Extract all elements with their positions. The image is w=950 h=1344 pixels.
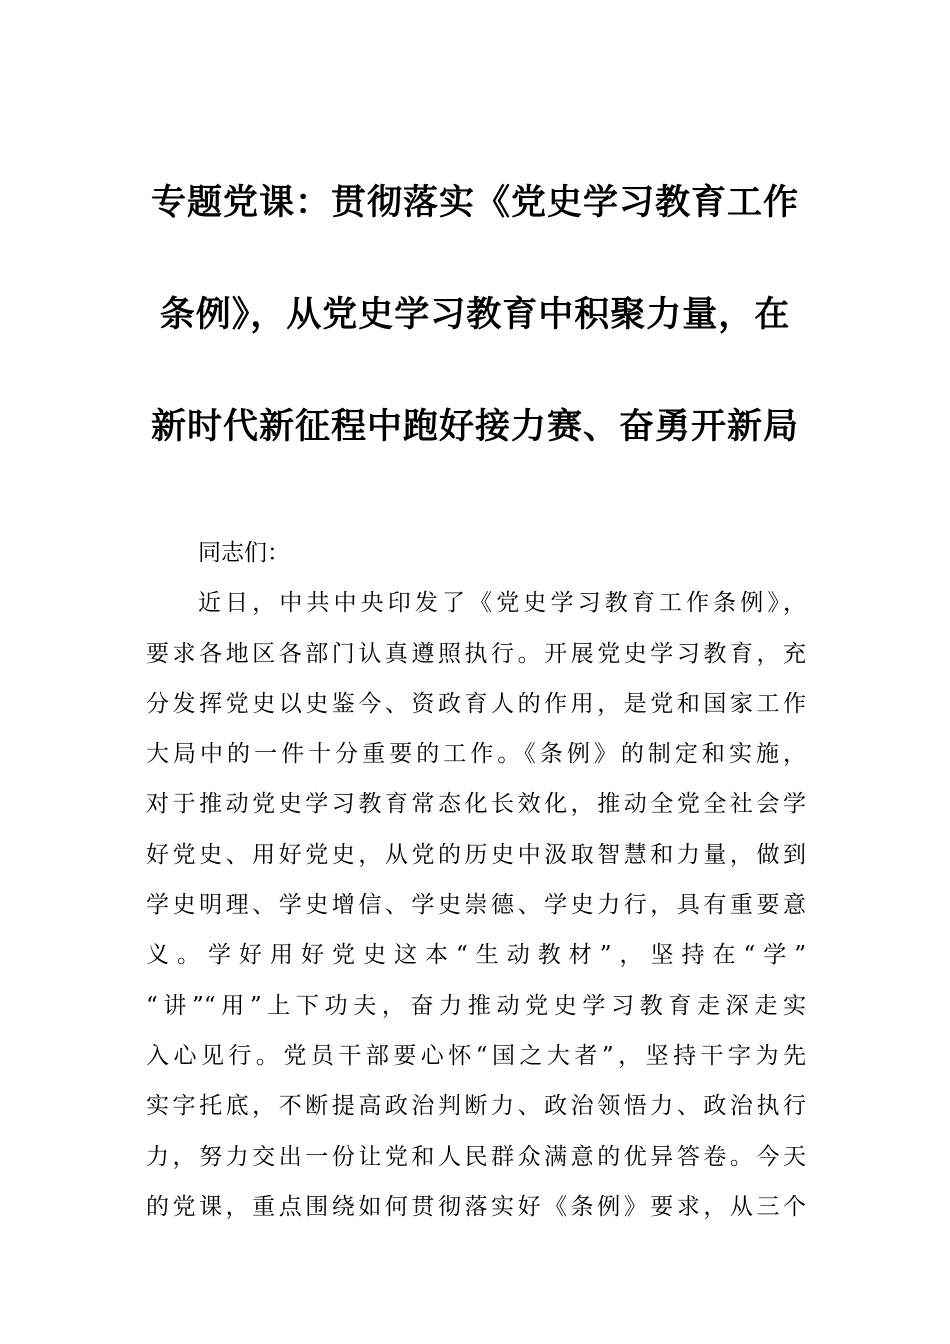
- title-line-3: 新时代新征程中跑好接力赛、奋勇开新局: [150, 406, 799, 447]
- paragraph-line: 力，努力交出一份让党和人民群众满意的优异答卷。今天: [146, 1143, 806, 1170]
- paragraph-line: 好党史、用好党史，从党的历史中汲取智慧和力量，做到: [146, 841, 806, 868]
- document-title: [140, 147, 810, 483]
- paragraph-line: 学史明理、学史增信、学史崇德、学史力行，具有重要意: [146, 892, 806, 919]
- paragraph-line: 大局中的一件十分重要的工作。《条例》的制定和实施，: [146, 741, 806, 768]
- paragraph-line: 义。学好用好党史这本“生动教材”，坚持在“学”: [146, 942, 806, 969]
- document-body: [146, 528, 806, 1232]
- paragraph-line: 分发挥党史以史鉴今、资政育人的作用，是党和国家工作: [146, 690, 806, 717]
- title-line-2: 条例》，从党史学习教育中积聚力量，在: [159, 294, 791, 335]
- paragraph-line: 近日，中共中央印发了《党史学习教育工作条例》，: [198, 590, 806, 617]
- paragraph-line: 的党课，重点围绕如何贯彻落实好《条例》要求，从三个: [146, 1193, 806, 1220]
- title-line-1: 专题党课：贯彻落实《党史学习教育工作: [150, 182, 799, 223]
- paragraph-line: 入心见行。党员干部要心怀“国之大者”，坚持干字为先: [146, 1042, 806, 1069]
- paragraph-line: 对于推动党史学习教育常态化长效化，推动全党全社会学: [146, 791, 806, 818]
- paragraph-line: 实字托底，不断提高政治判断力、政治领悟力、政治执行: [146, 1093, 806, 1120]
- paragraph-line: 要求各地区各部门认真遵照执行。开展党史学习教育，充: [146, 640, 806, 667]
- paragraph-line: “讲”“用”上下功夫，奋力推动党史学习教育走深走实: [146, 992, 806, 1019]
- greeting: 同志们：: [198, 540, 290, 566]
